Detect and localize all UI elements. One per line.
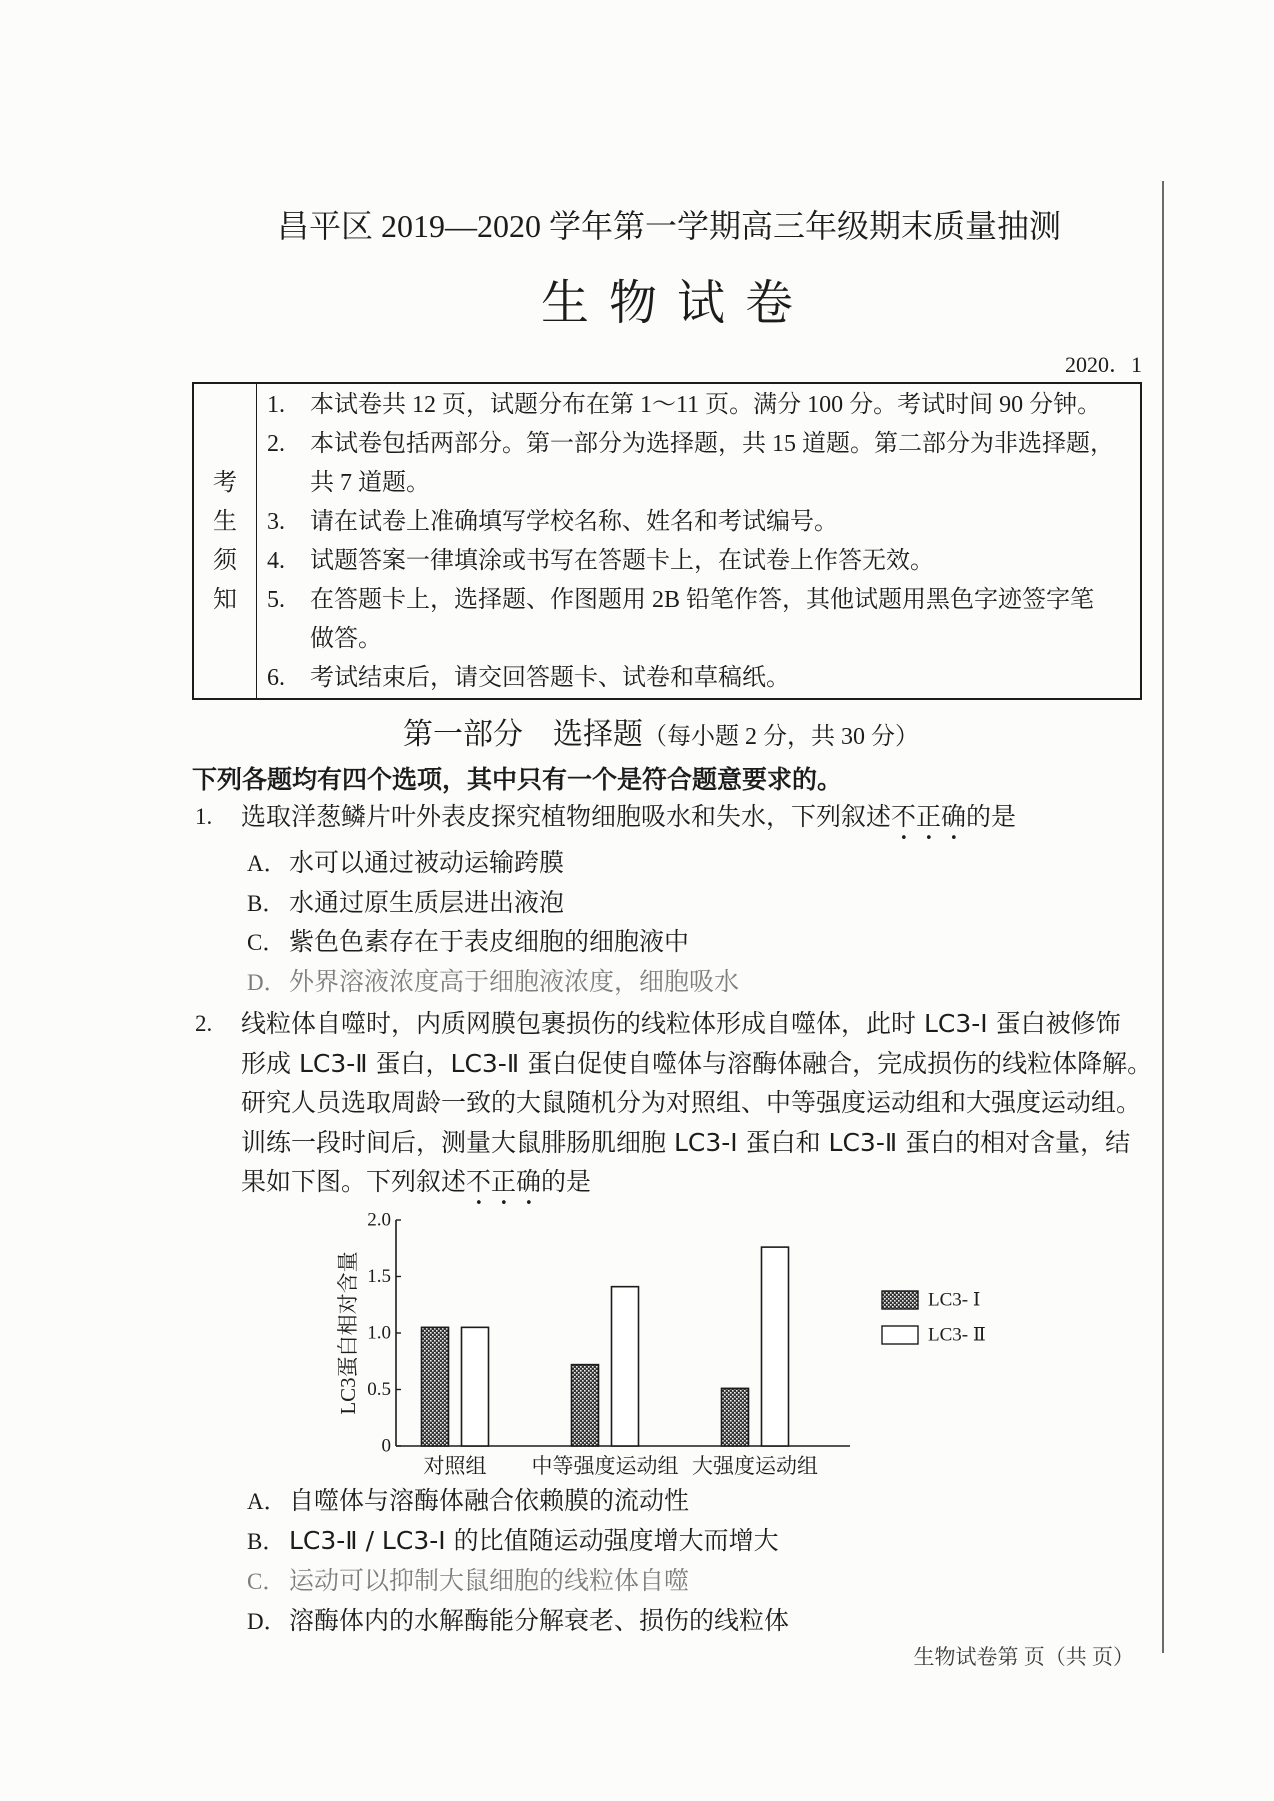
notice-item-text: 请在试卷上准确填写学校名称、姓名和考试编号。 <box>310 509 838 535</box>
legend-swatch-series-1 <box>882 1291 918 1309</box>
question-stem-text: 研究人员选取周龄一致的大鼠随机分为对照组、中等强度运动组和大强度运动组。 <box>241 1088 1142 1117</box>
notice-item <box>257 581 1140 620</box>
y-tick-label: 0 <box>381 1435 391 1457</box>
chart-plot-layer <box>336 1210 986 1479</box>
option-text: LC3-Ⅱ / LC3-Ⅰ 的比值随运动强度增大而增大 <box>289 1526 779 1555</box>
question-stem-text: 选取洋葱鳞片叶外表皮探究植物细胞吸水和失水，下列叙述 <box>241 802 892 831</box>
question-stem-line <box>195 1044 1155 1084</box>
option-letter: B． <box>247 890 286 916</box>
notice-item-text: 在答题卡上，选择题、作图题用 2B 铅笔作答，其他试题用黑色字迹签字笔 <box>310 587 1095 613</box>
y-tick-label: 2.0 <box>367 1209 391 1231</box>
notice-list <box>257 384 1140 698</box>
question-1-stem <box>195 797 1155 837</box>
y-axis-label: LC3蛋白相对含量 <box>336 1251 360 1415</box>
exam-title: 昌平区 2019—2020 学年第一学期高三年级期末质量抽测 <box>276 208 1061 244</box>
option-text: 外界溶液浓度高于细胞液浓度，细胞吸水 <box>289 966 740 996</box>
notice-item <box>257 425 1140 464</box>
option-letter: C． <box>247 930 286 955</box>
question-number: 1. <box>195 804 213 829</box>
option-text: 运动可以抑制大鼠细胞的线粒体自噬 <box>289 1566 690 1595</box>
notice-item-continuation <box>257 464 1140 503</box>
option-text: 自噬体与溶酶体融合依赖膜的流动性 <box>289 1486 690 1515</box>
question-stem-line <box>195 1162 1155 1202</box>
notice-item <box>257 542 1140 581</box>
option-d <box>247 962 1147 1002</box>
question-stem-line <box>195 1004 1155 1044</box>
notice-item-number: 4. <box>267 548 285 574</box>
question-number: 2. <box>195 1011 213 1036</box>
question-stem-line <box>195 1123 1155 1163</box>
notice-item-number: 5. <box>267 587 285 613</box>
y-tick-label: 1.0 <box>367 1322 391 1344</box>
option-text: 水通过原生质层进出液泡 <box>289 887 565 917</box>
x-category-label: 中等强度运动组 <box>531 1454 679 1478</box>
bar-series-1-category-2 <box>572 1365 599 1446</box>
notice-item <box>257 659 1140 698</box>
question-emphasis-text: 不正确 <box>891 802 967 831</box>
bar-series-2-category-2 <box>612 1287 639 1446</box>
option-a <box>247 1481 1147 1521</box>
notice-item-number: 3. <box>267 509 285 535</box>
notice-item-text: 共 7 道题。 <box>310 470 430 496</box>
option-letter: D． <box>247 1609 287 1634</box>
legend-label: LC3- Ⅰ <box>928 1289 981 1311</box>
y-tick-label: 1.5 <box>367 1266 391 1287</box>
notice-item-text: 本试卷包括两部分。第一部分为选择题，共 15 道题。第二部分为非选择题， <box>310 431 1114 457</box>
option-letter: B． <box>247 1529 286 1554</box>
option-b <box>247 883 1147 923</box>
legend-label: LC3- Ⅱ <box>928 1324 986 1346</box>
option-letter: A． <box>247 851 287 876</box>
option-c <box>247 1561 1147 1601</box>
page-binding-line <box>1162 181 1164 1653</box>
notice-item-text: 做答。 <box>310 626 382 652</box>
question-stem-text: 线粒体自噬时，内质网膜包裹损伤的线粒体形成自噬体，此时 LC3-Ⅰ 蛋白被修饰 <box>241 1009 1121 1038</box>
bar-series-1-category-1 <box>422 1327 449 1446</box>
notice-label-char: 考 <box>213 470 237 496</box>
option-b <box>247 1521 1147 1561</box>
notice-item-number: 2. <box>267 431 285 457</box>
notice-item-text: 考试结束后，请交回答题卡、试卷和草稿纸。 <box>310 665 790 691</box>
page-footer: 生物试卷第 页（共 页） <box>913 1645 1134 1669</box>
question-stem-text: 训练一段时间后，测量大鼠腓肠肌细胞 LC3-Ⅰ 蛋白和 LC3-Ⅱ 蛋白的相对含量，结 <box>241 1127 1131 1157</box>
section-instruction: 下列各题均有四个选项，其中只有一个是符合题意要求的。 <box>192 765 843 794</box>
y-tick-label: 0.5 <box>367 1379 391 1400</box>
section-heading <box>261 713 1061 762</box>
bar-series-2-category-3 <box>762 1247 789 1446</box>
question-2-stem <box>195 1004 1155 1202</box>
legend-swatch-series-2 <box>882 1326 918 1344</box>
notice-item-text: 试题答案一律填涂或书写在答题卡上，在试卷上作答无效。 <box>310 548 934 574</box>
option-letter: A． <box>247 1489 287 1514</box>
exam-notice-box <box>192 382 1142 700</box>
question-stem-line <box>195 797 1155 837</box>
notice-item <box>257 386 1140 425</box>
x-category-label: 对照组 <box>423 1454 487 1478</box>
notice-item <box>257 503 1140 542</box>
option-c <box>247 922 1147 962</box>
option-a <box>247 843 1147 883</box>
notice-item-number: 1. <box>267 392 285 418</box>
option-text: 溶酶体内的水解酶能分解衰老、损伤的线粒体 <box>289 1606 790 1635</box>
section-title: 第一部分 选择题 <box>403 718 643 751</box>
bar-series-1-category-3 <box>722 1388 749 1446</box>
notice-item-number: 6. <box>267 665 285 691</box>
exam-date: 2020．1 <box>1064 352 1142 377</box>
section-score-note: （每小题 2 分，共 30 分） <box>643 724 919 750</box>
notice-label-char: 知 <box>213 587 237 613</box>
question-stem-text: 的是 <box>541 1167 592 1196</box>
question-stem-text: 形成 LC3-Ⅱ 蛋白，LC3-Ⅱ 蛋白促使自噬体与溶酶体融合，完成损伤的线粒体降解。 <box>241 1048 1153 1078</box>
subject-title: 生 物 试 卷 <box>540 277 797 330</box>
notice-item-continuation <box>257 620 1140 659</box>
question-2-options <box>247 1481 1147 1641</box>
option-text: 紫色色素存在于表皮细胞的细胞液中 <box>289 927 690 956</box>
option-letter: C． <box>247 1569 286 1594</box>
question-stem-line <box>195 1083 1155 1123</box>
notice-item-text: 本试卷共 12 页，试题分布在第 1～11 页。满分 100 分。考试时间 90 分钟。 <box>310 392 1102 418</box>
question-stem-text: 的是 <box>966 802 1017 831</box>
lc3-bar-chart <box>330 1200 1010 1480</box>
bar-series-2-category-1 <box>462 1327 489 1446</box>
question-emphasis-text: 不正确 <box>466 1167 542 1196</box>
option-d <box>247 1601 1147 1641</box>
question-1-options <box>247 843 1147 1001</box>
notice-label <box>194 384 257 698</box>
x-category-label: 大强度运动组 <box>692 1454 818 1478</box>
question-stem-text: 果如下图。下列叙述 <box>241 1167 467 1196</box>
notice-label-char: 生 <box>213 509 237 535</box>
option-text: 水可以通过被动运输跨膜 <box>289 848 565 877</box>
notice-label-char: 须 <box>213 548 237 574</box>
option-letter: D． <box>247 969 287 995</box>
